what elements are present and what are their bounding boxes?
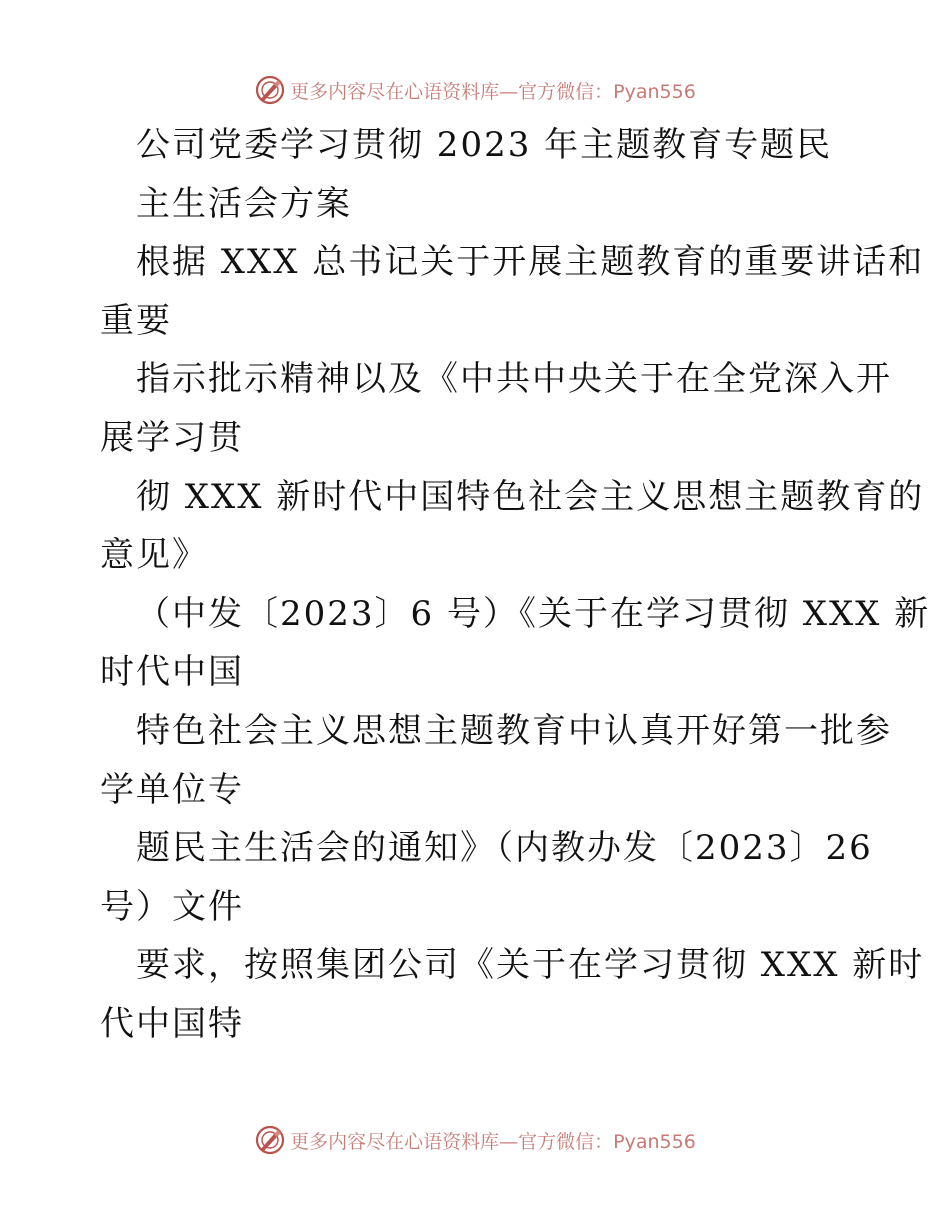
paragraph-line: 代中国特 bbox=[100, 1003, 244, 1044]
paragraph-line: 要求，按照集团公司《关于在学习贯彻 XXX 新时 bbox=[136, 945, 925, 986]
watermark-text: 更多内容尽在心语资料库—官方微信：Pyan556 bbox=[290, 1130, 696, 1153]
paragraph-line: 指示批示精神以及《中共中央关于在全党深入开 bbox=[136, 359, 892, 400]
paragraph-line: 意见》 bbox=[100, 535, 208, 576]
paragraph-line: 题民主生活会的通知》（内教办发〔2023〕26 bbox=[136, 828, 873, 869]
paragraph-line: 展学习贯 bbox=[100, 417, 244, 458]
watermark-header bbox=[0, 70, 950, 110]
pen-circle-logo-icon bbox=[254, 1124, 286, 1156]
paragraph-line: （中发〔2023〕6 号）《关于在学习贯彻 XXX 新 bbox=[136, 593, 931, 634]
document-body bbox=[100, 116, 931, 1054]
watermark-footer bbox=[0, 1120, 950, 1160]
title-line-1: 公司党委学习贯彻 2023 年主题教育专题民 bbox=[136, 125, 833, 165]
watermark-wechat-handle: Pyan556 bbox=[613, 80, 696, 103]
watermark-wechat-handle: Pyan556 bbox=[613, 1130, 696, 1153]
paragraph-line: 重要 bbox=[100, 300, 172, 341]
watermark-text: 更多内容尽在心语资料库—官方微信：Pyan556 bbox=[290, 80, 696, 103]
paragraph-line: 学单位专 bbox=[100, 769, 244, 810]
paragraph-line: 时代中国 bbox=[100, 652, 244, 693]
paragraph-line: 彻 XXX 新时代中国特色社会主义思想主题教育的 bbox=[136, 476, 925, 517]
pen-circle-logo-icon bbox=[254, 74, 286, 106]
paragraph-line: 特色社会主义思想主题教育中认真开好第一批参 bbox=[136, 710, 892, 751]
paragraph-line: 根据 XXX 总书记关于开展主题教育的重要讲话和 bbox=[136, 242, 925, 283]
paragraph-line: 号）文件 bbox=[100, 886, 244, 927]
title-line-2: 主生活会方案 bbox=[136, 183, 352, 224]
